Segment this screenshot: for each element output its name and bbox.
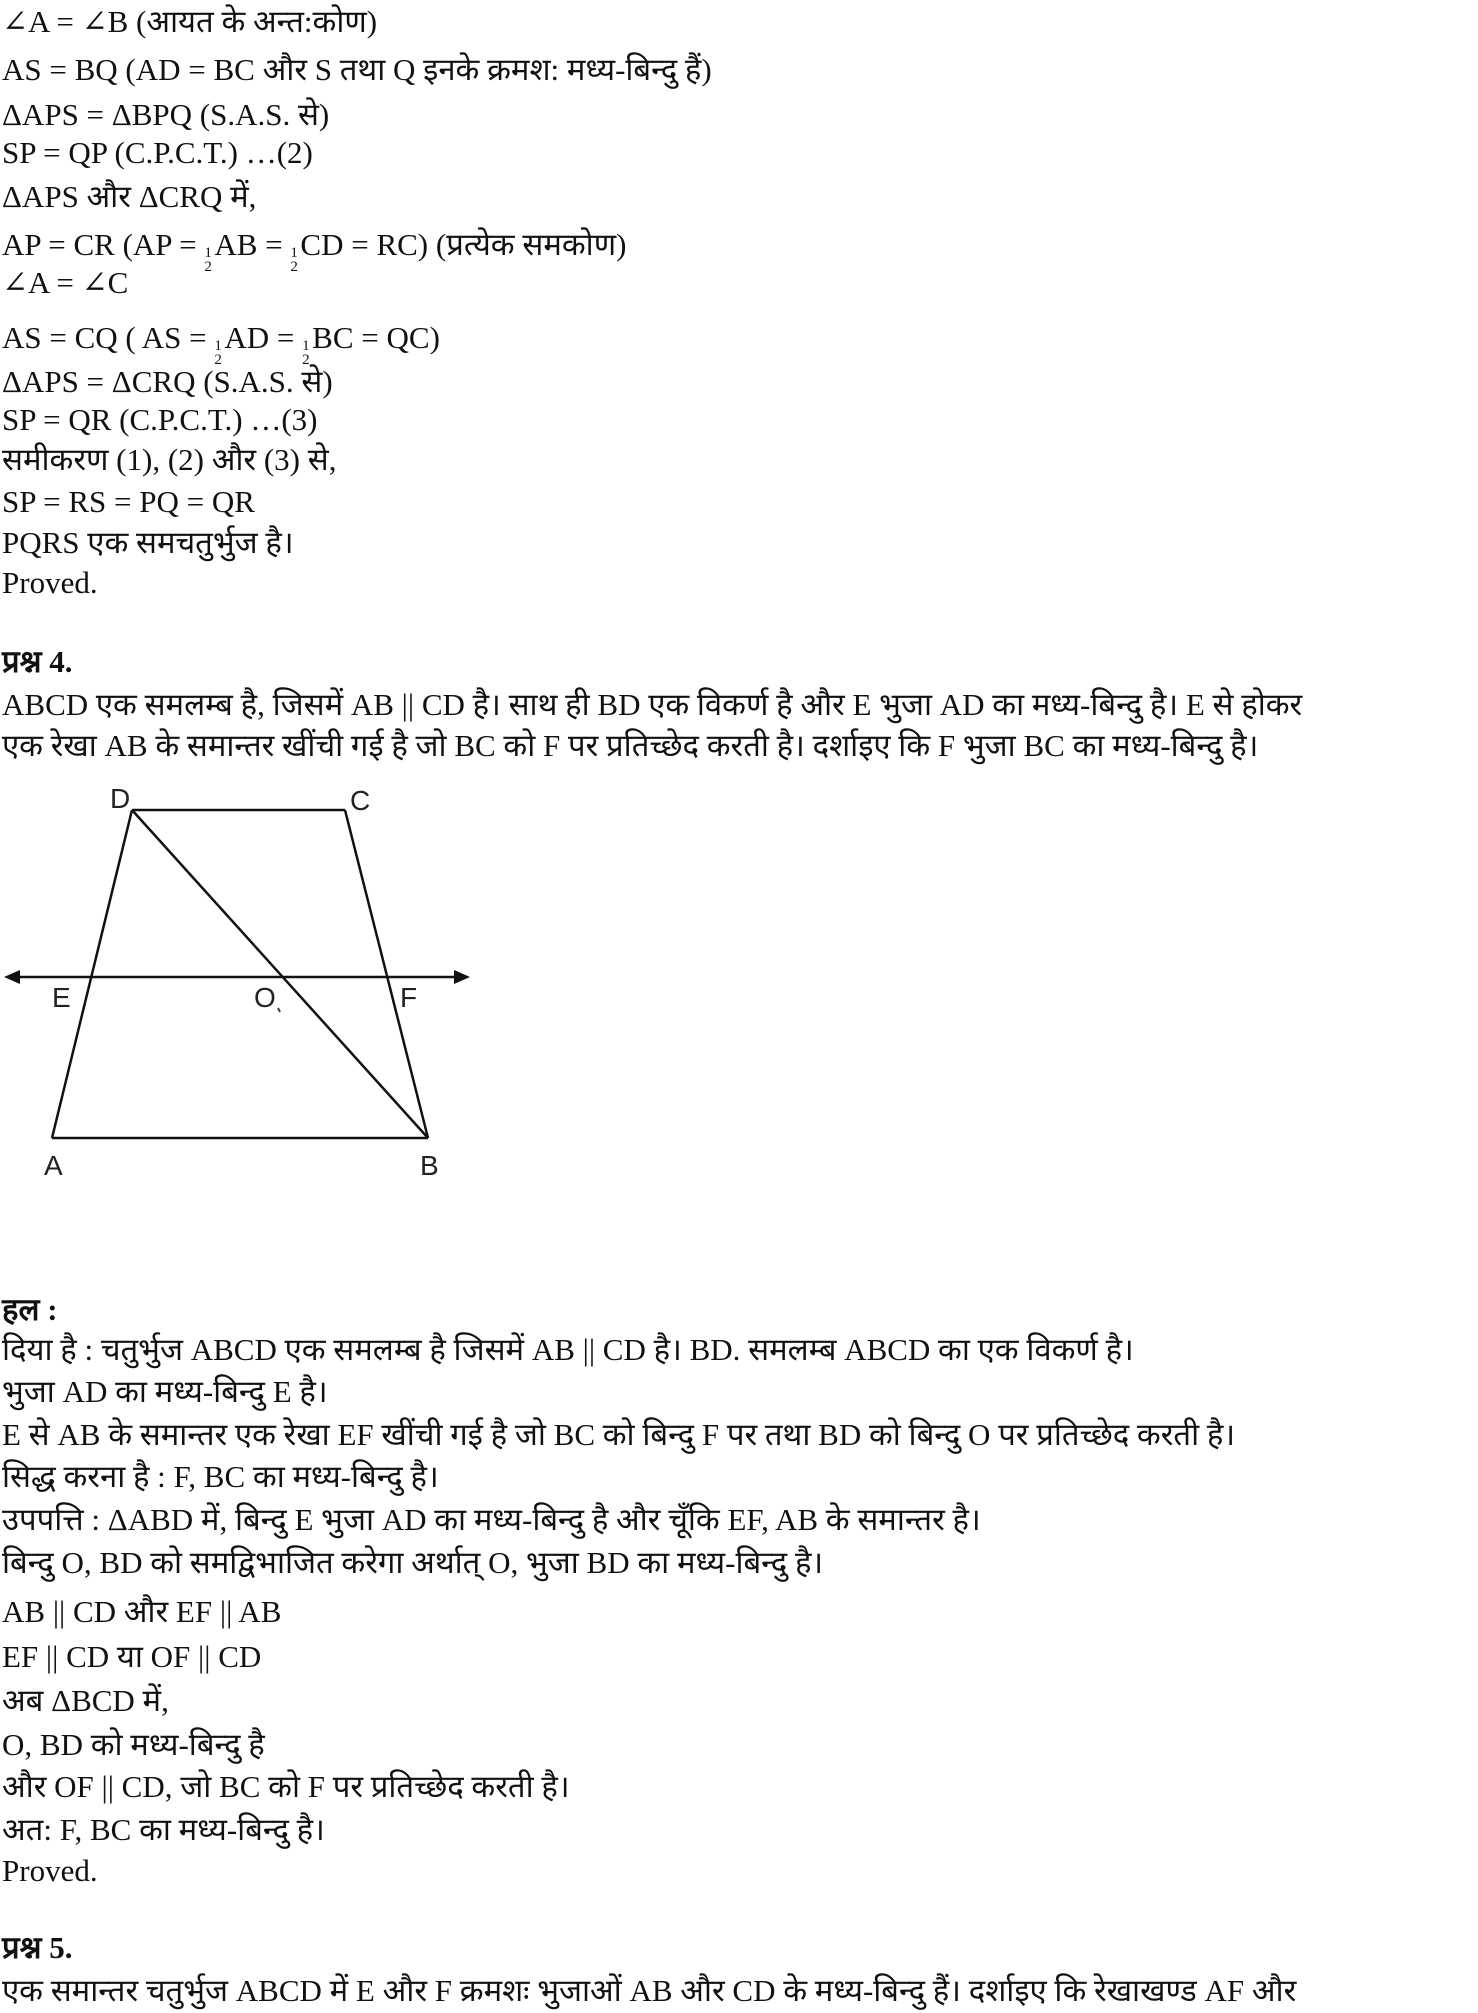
- solution-line: भुजा AD का मध्य-बिन्दु E है।: [2, 1374, 328, 1409]
- solution-line: उपपत्ति : ΔABD में, बिन्दु E भुजा AD का मध्य-बिन्दु है और चूँकि EF, AB के समान्तर है।: [2, 1502, 981, 1537]
- label-f: F: [400, 982, 418, 1013]
- label-b: B: [420, 1150, 439, 1181]
- solution-line: बिन्दु O, BD को समद्विभाजित करेगा अर्थात् O, भुजा BD का मध्य-बिन्दु है।: [2, 1545, 824, 1580]
- proved-text: Proved.: [2, 1853, 98, 1888]
- solution-line: दिया है : चतुर्भुज ABCD एक समलम्ब है जिसमें AB || CD है। BD. समलम्ब ABCD का एक विकर्ण है।: [2, 1332, 1134, 1367]
- side-cb: [345, 810, 428, 1138]
- solution-line: EF || CD या OF || CD: [2, 1639, 262, 1674]
- proof-line: PQRS एक समचतुर्भुज है।: [2, 525, 294, 560]
- solution-line: E से AB के समान्तर एक रेखा EF खींची गई है जो BC को बिन्दु F पर तथा BD को बिन्दु O पर प्रतिच्छेद करती है।: [2, 1417, 1236, 1452]
- proof-line: ΔAPS = ΔCRQ (S.A.S. से): [2, 364, 333, 399]
- proof-line: ΔAPS = ΔBPQ (S.A.S. से): [2, 97, 330, 132]
- proof-line: समीकरण (1), (2) और (3) से,: [2, 442, 337, 477]
- label-e: E: [52, 982, 71, 1013]
- arrow-right-icon: [454, 970, 470, 984]
- question-heading: प्रश्न 4.: [2, 644, 73, 679]
- solution-line: और OF || CD, जो BC को F पर प्रतिच्छेद करती है।: [2, 1769, 570, 1804]
- proof-line: SP = RS = PQ = QR: [2, 484, 255, 519]
- trapezium-diagram: [0, 780, 480, 1190]
- solution-line: सिद्ध करना है : F, BC का मध्य-बिन्दु है।: [2, 1459, 439, 1494]
- question-text: ABCD एक समलम्ब है, जिसमें AB || CD है। साथ ही BD एक विकर्ण है और E भुजा AD का मध्य-बिन्दु है। E से होकर: [2, 687, 1303, 722]
- question-heading: प्रश्न 5.: [2, 1930, 73, 1965]
- proof-line-with-fractions: AP = CR (AP = 1 2 AB = 1 2 CD = RC) (प्रत्येक समकोण): [2, 227, 627, 275]
- proof-line: SP = QR (C.P.C.T.) …(3): [2, 402, 318, 437]
- solution-line: अब ΔBCD में,: [2, 1683, 169, 1718]
- proved-text: Proved.: [2, 565, 98, 600]
- mark: [278, 1008, 280, 1012]
- question-text: एक रेखा AB के समान्तर खींची गई है जो BC को F पर प्रतिच्छेद करती है। दर्शाइए कि F भुजा BC का मध्य-बिन्दु है।: [2, 728, 1259, 763]
- label-o: O: [254, 982, 276, 1013]
- question-text: एक समान्तर चतुर्भुज ABCD में E और F क्रमशः भुजाओं AB और CD के मध्य-बिन्दु हैं। दर्शाइए कि रेखाखण्ड AF और: [2, 1973, 1297, 2008]
- label-c: C: [350, 785, 371, 816]
- proof-line: SP = QP (C.P.C.T.) …(2): [2, 135, 313, 170]
- proof-line: ∠A = ∠C: [2, 265, 129, 300]
- proof-line-with-fractions: AS = CQ ( AS = 1 2 AD = 1 2 BC = QC): [2, 320, 440, 368]
- solution-line: अत: F, BC का मध्य-बिन्दु है।: [2, 1812, 325, 1847]
- side-ad: [52, 810, 132, 1138]
- proof-line: ΔAPS और ΔCRQ में,: [2, 179, 257, 214]
- solution-line: AB || CD और EF || AB: [2, 1594, 282, 1629]
- arrow-left-icon: [4, 970, 20, 984]
- label-d: D: [110, 783, 131, 814]
- solution-heading: हल :: [2, 1292, 58, 1327]
- proof-line: AS = BQ (AD = BC और S तथा Q इनके क्रमश: मध्य-बिन्दु हैं): [2, 52, 712, 87]
- solution-line: O, BD को मध्य-बिन्दु है: [2, 1727, 265, 1762]
- proof-line: ∠A = ∠B (आयत के अन्त:कोण): [2, 4, 378, 39]
- diagonal-bd: [132, 810, 428, 1138]
- label-a: A: [44, 1150, 63, 1181]
